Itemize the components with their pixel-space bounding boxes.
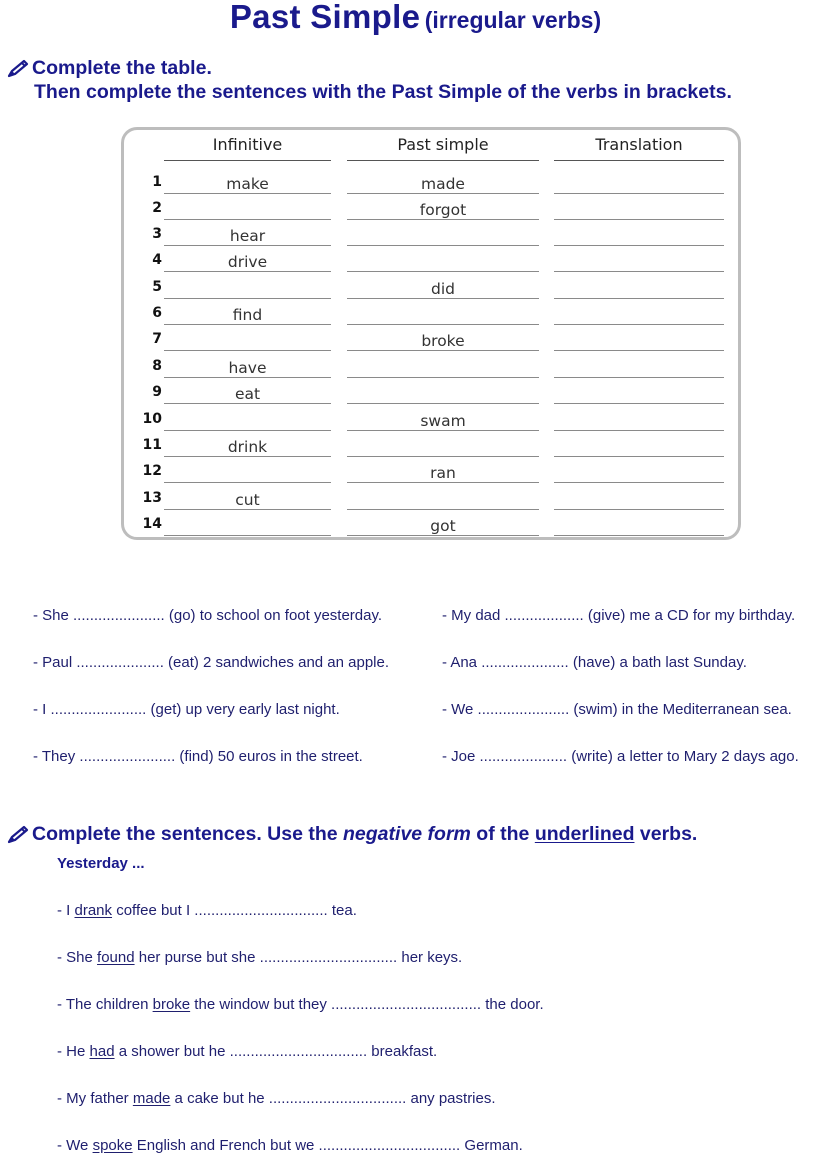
infinitive-cell[interactable]: have <box>164 355 331 378</box>
infinitive-cell[interactable]: drink <box>164 434 331 457</box>
past-simple-cell[interactable]: broke <box>347 328 539 351</box>
underlined-verb: had <box>89 1043 115 1060</box>
past-simple-cell[interactable]: swam <box>347 408 539 431</box>
negative-sentence <box>57 996 544 1013</box>
past-simple-cell[interactable]: got <box>347 513 539 536</box>
translation-cell[interactable] <box>554 328 724 351</box>
past-simple-cell[interactable] <box>347 249 539 272</box>
translation-cell[interactable] <box>554 513 724 536</box>
underlined-verb: found <box>97 949 135 966</box>
sentence-start: - We <box>57 1137 93 1154</box>
past-simple-cell[interactable] <box>347 434 539 457</box>
infinitive-cell[interactable] <box>164 513 331 536</box>
row-number: 4 <box>152 252 162 268</box>
pencil-icon <box>6 825 32 845</box>
row-number: 13 <box>142 490 162 506</box>
row-number: 10 <box>142 411 162 427</box>
header-infinitive: Infinitive <box>212 135 283 154</box>
title-main: Past Simple <box>229 0 421 35</box>
past-simple-cell[interactable] <box>347 223 539 246</box>
header-rule <box>347 160 539 161</box>
row-number: 8 <box>152 358 162 374</box>
table-row <box>124 355 738 381</box>
row-number: 7 <box>152 331 162 347</box>
translation-cell[interactable] <box>554 355 724 378</box>
fill-in-sentence: - Paul ..................... (eat) 2 sandwiches and an apple. <box>33 654 390 671</box>
translation-cell[interactable] <box>554 408 724 431</box>
fill-in-sentence: - Joe ..................... (write) a letter to Mary 2 days ago. <box>442 748 799 765</box>
past-simple-cell[interactable] <box>347 487 539 510</box>
table-row <box>124 381 738 407</box>
header-past-simple: Past simple <box>397 135 489 154</box>
sentence-start: - He <box>57 1043 90 1060</box>
task1-line2: Then complete the sentences with the Past Simple of the verbs in brackets. <box>34 81 732 103</box>
fill-in-sentence: - My dad ................... (give) me a CD for my birthday. <box>442 607 796 624</box>
task2-instructions <box>6 822 697 846</box>
negative-sentence <box>57 1090 496 1107</box>
fill-in-sentence: - I ....................... (get) up very early last night. <box>33 701 340 718</box>
infinitive-cell[interactable] <box>164 460 331 483</box>
infinitive-cell[interactable]: eat <box>164 381 331 404</box>
verb-table <box>121 127 741 540</box>
worksheet-title <box>0 0 831 36</box>
table-row <box>124 223 738 249</box>
negative-sentence <box>57 902 357 919</box>
negative-sentence <box>57 949 462 966</box>
row-number: 11 <box>142 437 162 453</box>
translation-cell[interactable] <box>554 171 724 194</box>
table-row <box>124 328 738 354</box>
negative-sentence <box>57 1137 523 1154</box>
translation-cell[interactable] <box>554 302 724 325</box>
infinitive-cell[interactable]: make <box>164 171 331 194</box>
row-number: 14 <box>142 516 162 532</box>
row-number: 6 <box>152 305 162 321</box>
sentence-start: - The children <box>57 996 153 1013</box>
infinitive-cell[interactable] <box>164 197 331 220</box>
translation-cell[interactable] <box>554 197 724 220</box>
fill-in-sentence: - Ana ..................... (have) a bath last Sunday. <box>442 654 747 671</box>
translation-cell[interactable] <box>554 434 724 457</box>
translation-cell[interactable] <box>554 249 724 272</box>
sentence-start: - She <box>57 949 98 966</box>
table-row <box>124 408 738 434</box>
sentence-end: a shower but he ................................. breakfast. <box>114 1043 438 1060</box>
fill-in-sentence: - We ...................... (swim) in the Mediterranean sea. <box>442 701 792 718</box>
infinitive-cell[interactable]: drive <box>164 249 331 272</box>
infinitive-cell[interactable]: find <box>164 302 331 325</box>
task1-instructions <box>6 56 732 104</box>
table-row <box>124 171 738 197</box>
fill-in-sentence: - They ....................... (find) 50 euros in the street. <box>33 748 363 765</box>
table-row <box>124 197 738 223</box>
header-translation: Translation <box>595 135 683 154</box>
past-simple-cell[interactable]: did <box>347 276 539 299</box>
sentence-end: coffee but I ................................ tea. <box>112 902 357 919</box>
row-number: 9 <box>152 384 162 400</box>
past-simple-cell[interactable]: forgot <box>347 197 539 220</box>
fill-in-sentence: - She ...................... (go) to school on foot yesterday. <box>33 607 383 624</box>
sentence-end: English and French but we .................................. German. <box>132 1137 523 1154</box>
table-row <box>124 302 738 328</box>
infinitive-cell[interactable]: cut <box>164 487 331 510</box>
underlined-verb: broke <box>152 996 191 1013</box>
translation-cell[interactable] <box>554 381 724 404</box>
yesterday-label: Yesterday ... <box>57 855 145 872</box>
sentence-end: the window but they .................................... the door. <box>190 996 544 1013</box>
table-row <box>124 460 738 486</box>
past-simple-cell[interactable]: ran <box>347 460 539 483</box>
task2-underlined: underlined <box>534 823 635 845</box>
header-rule <box>554 160 724 161</box>
infinitive-cell[interactable] <box>164 276 331 299</box>
header-rule <box>164 160 331 161</box>
underlined-verb: drank <box>74 902 113 919</box>
underlined-verb: spoke <box>92 1137 133 1154</box>
table-row <box>124 276 738 302</box>
translation-cell[interactable] <box>554 460 724 483</box>
table-row <box>124 249 738 275</box>
sentence-start: - My father <box>57 1090 133 1107</box>
infinitive-cell[interactable] <box>164 408 331 431</box>
task2-italic: negative form <box>343 823 471 845</box>
task2-text-3: verbs. <box>634 823 698 845</box>
underlined-verb: made <box>132 1090 171 1107</box>
table-row <box>124 434 738 460</box>
table-row <box>124 513 738 539</box>
past-simple-cell[interactable]: made <box>347 171 539 194</box>
translation-cell[interactable] <box>554 276 724 299</box>
row-number: 5 <box>152 279 162 295</box>
past-simple-cell[interactable] <box>347 302 539 325</box>
table-row <box>124 487 738 513</box>
row-number: 3 <box>152 226 162 242</box>
row-number: 1 <box>152 174 162 190</box>
past-simple-cell[interactable] <box>347 355 539 378</box>
row-number: 2 <box>152 200 162 216</box>
task1-line1: Complete the table. <box>32 57 212 79</box>
sentence-end: a cake but he ................................. any pastries. <box>170 1090 496 1107</box>
task2-text-2: of the <box>470 823 535 845</box>
task2-text-1: Complete the sentences. Use the <box>32 823 344 845</box>
translation-cell[interactable] <box>554 487 724 510</box>
past-simple-cell[interactable] <box>347 381 539 404</box>
negative-sentence <box>57 1043 437 1060</box>
sentence-start: - I <box>57 902 75 919</box>
infinitive-cell[interactable] <box>164 328 331 351</box>
translation-cell[interactable] <box>554 223 724 246</box>
infinitive-cell[interactable]: hear <box>164 223 331 246</box>
sentence-end: her purse but she ................................. her keys. <box>134 949 463 966</box>
pencil-icon <box>6 59 32 79</box>
title-sub: (irregular verbs) <box>424 7 602 33</box>
row-number: 12 <box>142 463 162 479</box>
